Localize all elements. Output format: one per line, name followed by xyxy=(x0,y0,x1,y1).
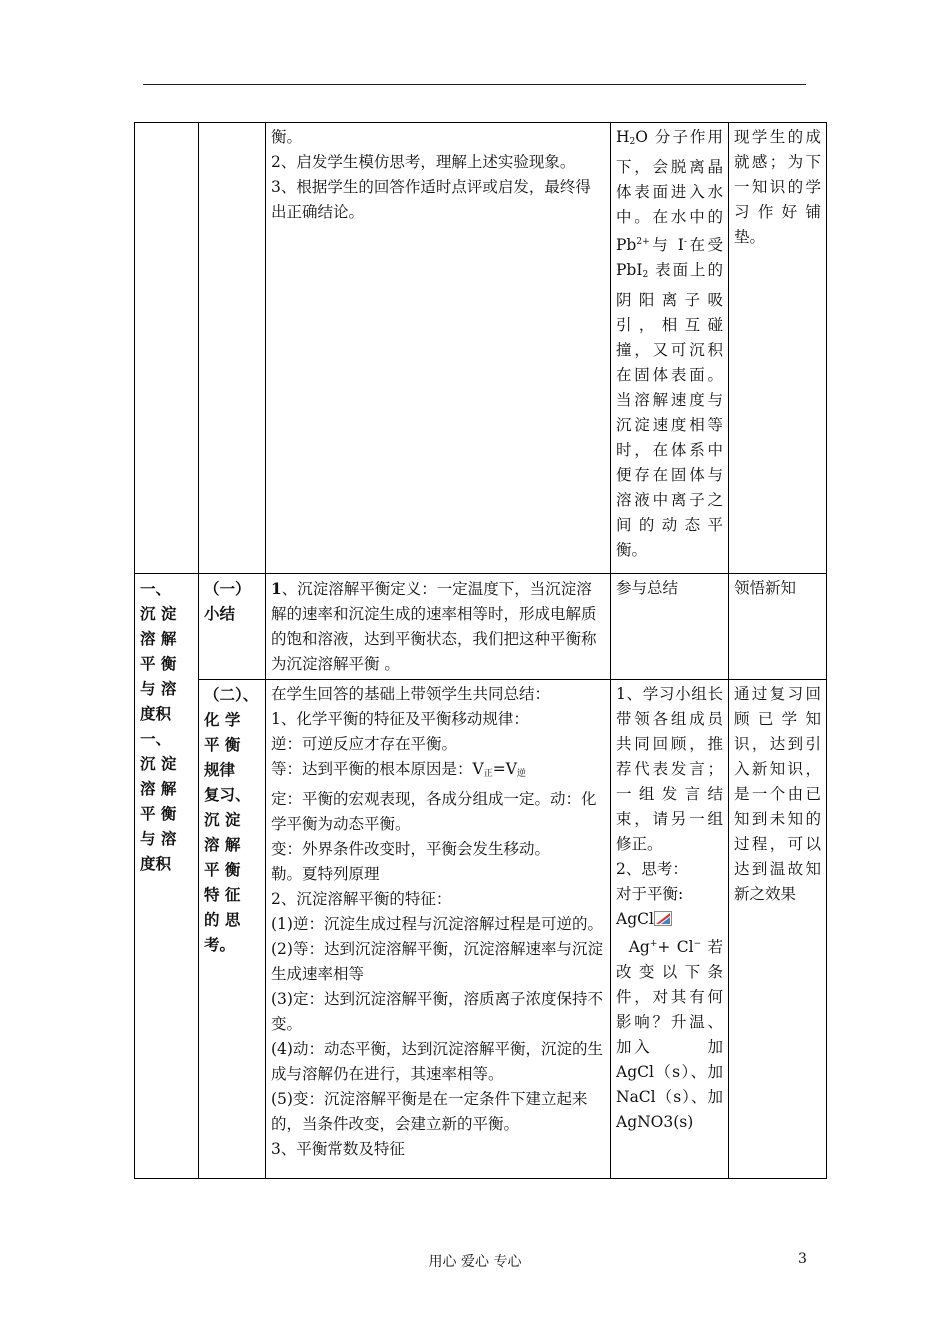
topic-line: 溶 解 xyxy=(140,629,177,648)
text-run: 等：达到平衡的根本原因是：V xyxy=(271,760,484,778)
topic-line: 沉 淀 xyxy=(140,754,177,773)
topic-line: 一、 xyxy=(140,729,172,748)
student-line: 2、思考： xyxy=(616,860,688,878)
superscript: 2+ xyxy=(636,237,650,247)
teacher-line: 2、沉淀溶解平衡的特征： xyxy=(271,890,452,908)
teacher-line: 1、化学平衡的特征及平衡移动规律： xyxy=(271,710,529,728)
step-line: 平 衡 xyxy=(204,860,241,879)
student-activity-cell xyxy=(611,574,729,680)
step-cell xyxy=(199,680,266,1179)
teacher-line: 3、根据学生的回答作适时点评或启发，最终得出正确结论。 xyxy=(271,178,591,221)
topic-cell xyxy=(135,574,199,1179)
superscript: - xyxy=(683,237,687,247)
teacher-line: (3)定：达到沉淀溶解平衡，溶质离子浓度保持不变。 xyxy=(271,990,603,1033)
teacher-line: 3、平衡常数及特征 xyxy=(271,1140,405,1158)
subscript: 2 xyxy=(629,137,636,147)
table-row xyxy=(135,123,827,574)
text-run: AgCl xyxy=(616,910,654,928)
equilibrium-arrow-icon xyxy=(654,911,672,926)
student-activity-cell xyxy=(611,680,729,1179)
teacher-line: (1)逆：沉淀生成过程与沉淀溶解过程是可逆的。 xyxy=(271,915,603,933)
design-intent-cell xyxy=(729,123,827,574)
step-cell xyxy=(199,574,266,680)
topic-line: 溶 解 xyxy=(140,779,177,798)
topic-line: 与 溶 xyxy=(140,679,177,698)
teacher-line: 衡。 xyxy=(271,128,303,146)
student-text: 参与总结 xyxy=(616,579,679,597)
text-run: Ag xyxy=(628,938,650,956)
teacher-line: (5)变：沉淀溶解平衡是在一定条件下建立起来的，当条件改变，会建立新的平衡。 xyxy=(271,1090,588,1133)
step-line: 小结 xyxy=(204,604,236,623)
step-line: 溶 解 xyxy=(204,835,241,854)
superscript: − xyxy=(693,939,702,949)
topic-line: 与 溶 xyxy=(140,829,177,848)
design-intent-text: 现学生的成就感；为下一知识的学习作好铺垫。 xyxy=(734,128,821,246)
topic-cell xyxy=(135,123,199,574)
subscript: 2 xyxy=(642,270,649,280)
step-line: 平 衡 xyxy=(204,735,241,754)
text-run: 在受 PbI xyxy=(616,236,723,279)
text-run: 若改变以下条件，对其有何影响？升温、加入 加AgCl（s）、加NaCl（s）、加AgNO3(s) xyxy=(616,938,723,1131)
table-row xyxy=(135,680,827,1179)
teacher-line: 2、启发学生模仿思考，理解上述实验现象。 xyxy=(271,153,576,171)
topic-line: 一、 xyxy=(140,579,172,598)
topic-line: 平 衡 xyxy=(140,654,177,673)
step-cell xyxy=(199,123,266,574)
topic-line: 沉 淀 xyxy=(140,604,177,623)
student-activity-cell xyxy=(611,123,729,574)
page-number: 3 xyxy=(798,1251,807,1267)
step-line: 的 思 xyxy=(204,910,241,929)
teacher-activity-cell xyxy=(266,680,611,1179)
step-line: 特 征 xyxy=(204,885,241,904)
header-rule xyxy=(143,84,806,85)
topic-line: 平 衡 xyxy=(140,804,177,823)
text-run: 1 xyxy=(271,579,282,598)
teacher-activity-cell xyxy=(266,574,611,680)
design-intent-cell xyxy=(729,680,827,1179)
text-run: H xyxy=(616,128,630,146)
subscript: 正 xyxy=(483,769,493,779)
teacher-line: 变：外界条件改变时，平衡会发生移动。 xyxy=(271,840,551,858)
teacher-line: 逆：可逆反应才存在平衡。 xyxy=(271,735,458,753)
step-line: 考。 xyxy=(204,935,236,954)
topic-line: 度积 xyxy=(140,704,172,723)
teacher-line xyxy=(271,757,605,787)
footer-motto: 用心 爱心 专心 xyxy=(428,1254,522,1270)
design-intent-text: 通过复习回顾已学知识，达到引入新知识，是一个由已知到未知的过程，可以达到温故知新之效果 xyxy=(734,685,821,903)
student-line: 1、学习小组长带领各组成员共同回顾，推荐代表发言；一组发言结束，请另一组修正。 xyxy=(616,685,723,853)
subscript: 逆 xyxy=(516,769,526,779)
text-run: =V xyxy=(492,760,517,778)
step-line: 化 学 xyxy=(204,710,241,729)
text-run: O 分子作用下，会脱离晶体表面进入水中。在水中的 Pb xyxy=(616,128,723,254)
step-line: 规律 xyxy=(204,760,236,779)
teacher-line: 定：平衡的宏观表现，各成分组成一定。动：化学平衡为动态平衡。 xyxy=(271,790,597,833)
topic-line: 度积 xyxy=(140,854,172,873)
step-line: 沉 淀 xyxy=(204,810,241,829)
text-run: 与 I xyxy=(649,236,684,254)
student-line: 对于平衡: xyxy=(616,885,684,903)
design-intent-cell xyxy=(729,574,827,680)
text-run: + Cl xyxy=(657,938,694,956)
step-line: （二）、 xyxy=(204,685,259,704)
lesson-plan-table xyxy=(134,122,827,1179)
table-row xyxy=(135,574,827,680)
teacher-activity-cell xyxy=(266,123,611,574)
teacher-line: 在学生回答的基础上带领学生共同总结： xyxy=(271,685,551,703)
teacher-line: 勒。夏特列原理 xyxy=(271,865,380,883)
step-line: （一） xyxy=(204,579,251,598)
text-run: 表面上的阴阳离子吸引，相互碰撞，又可沉积在固体表面。当溶解速度与沉淀速度相等时，在体系中便存在固体与溶液中离子之间的动态平衡。 xyxy=(616,261,723,559)
step-line: 复习、 xyxy=(204,785,251,804)
teacher-line: (2)等：达到沉淀溶解平衡，沉淀溶解速率与沉淀生成速率相等 xyxy=(271,940,603,983)
teacher-line: (4)动：动态平衡，达到沉淀溶解平衡，沉淀的生成与溶解仍在进行，其速率相等。 xyxy=(271,1040,603,1083)
text-run: 、沉淀溶解平衡定义：一定温度下，当沉淀溶解的速率和沉淀生成的速率相等时，形成电解质的饱和溶液，达到平衡状态，我们把这种平衡称为沉淀溶解平衡 。 xyxy=(271,580,597,673)
design-intent-text: 领悟新知 xyxy=(734,579,797,597)
superscript: + xyxy=(649,939,658,949)
